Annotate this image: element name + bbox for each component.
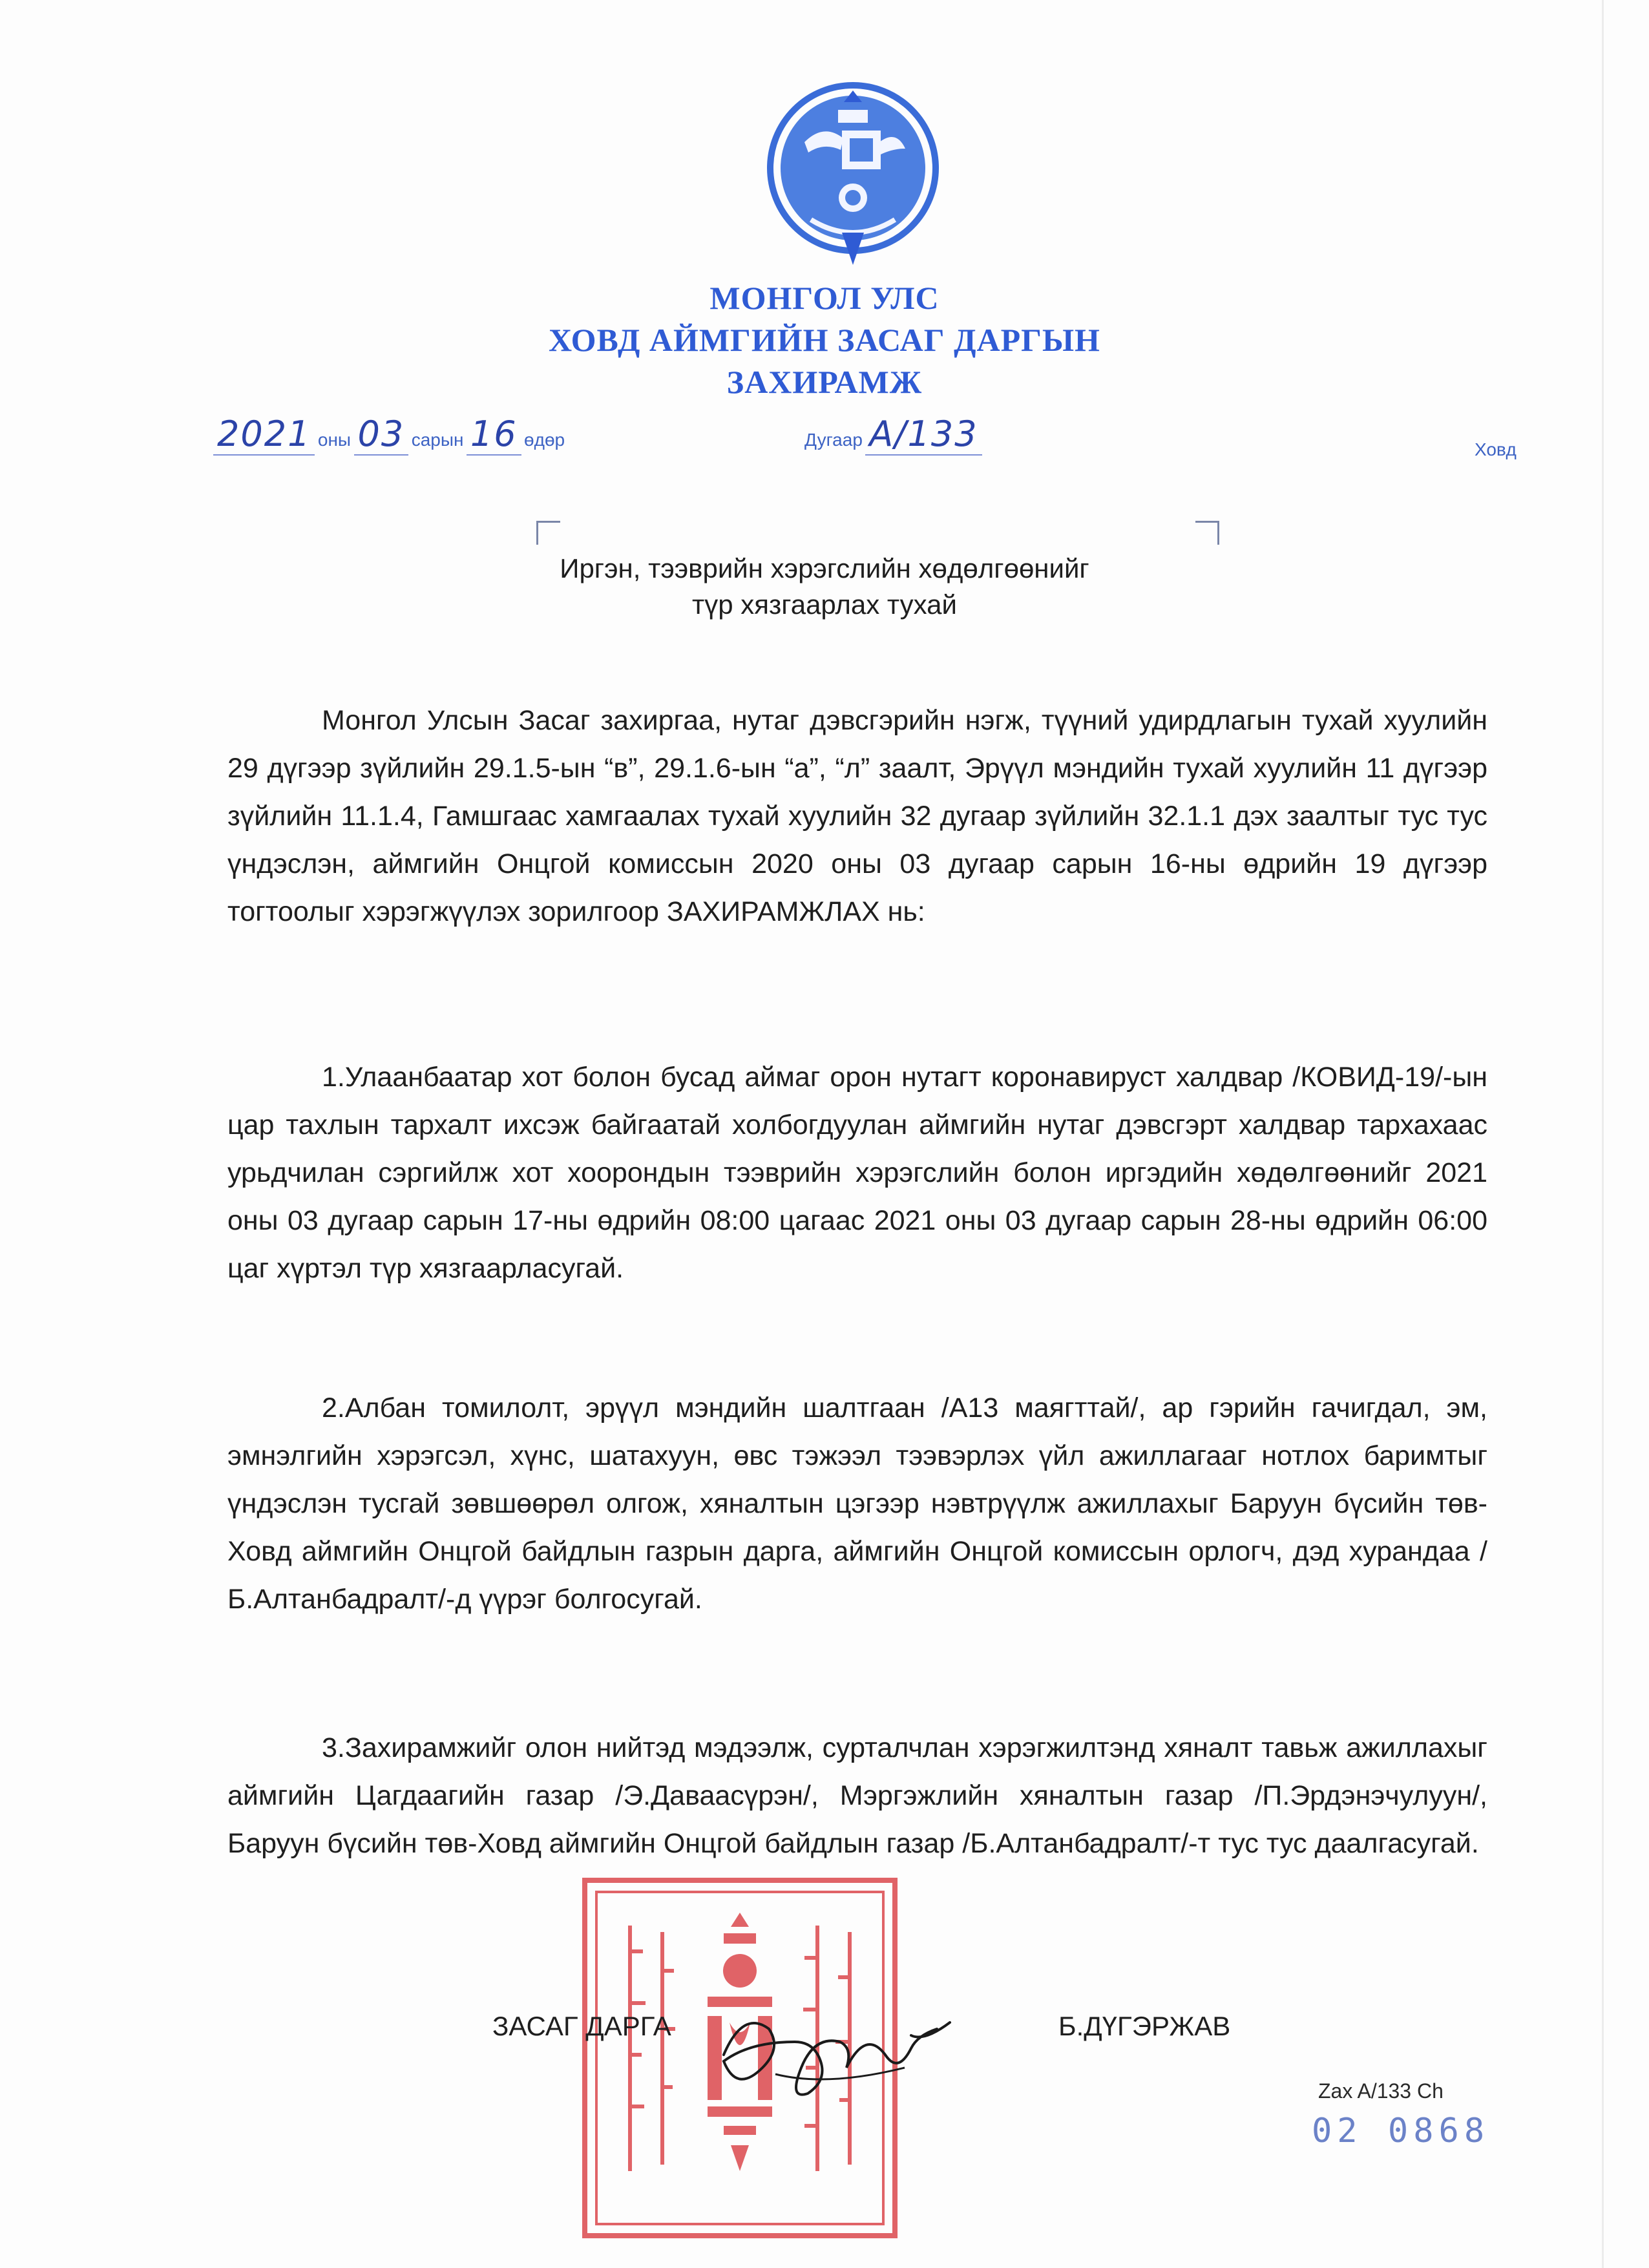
date-month-suffix: сарын: [411, 430, 464, 450]
state-emblem-icon: [766, 71, 940, 278]
reference-code: Zax A/133 Ch: [1318, 2079, 1444, 2103]
signatory-title: ЗАСАГ ДАРГА: [492, 2011, 671, 2041]
subject-bracket-right: [1195, 521, 1219, 545]
order-item-3: 3.Захирамжийг олон нийтэд мэдээлж, сурталчлан хэрэгжилтэнд хяналт тавьж ажиллахыг аймгийн Цагдаагийн газар /Э.Даваасүрэн/, Мэргэжлийн хяналтын газар /П.Эрдэнэчулуун/, Баруун бүсийн төв-Ховд аймгийн Онцгой байдлын газар /Б.Алтанбадралт/-т тус тус даалгасугай.: [227, 1732, 1487, 1859]
date-row: [213, 414, 565, 465]
date-day: 16: [467, 414, 521, 456]
subject-line-2: түр хязгаарлах тухай: [692, 589, 957, 620]
date-month: 03: [354, 414, 409, 456]
date-year: 2021: [213, 414, 315, 456]
header-doc-type: ЗАХИРАМЖ: [726, 364, 923, 400]
subject-line-1: Иргэн, тээврийн хэрэгслийн хөдөлгөөнийг: [560, 553, 1089, 583]
subject-title: [0, 551, 1649, 623]
signatory-name: Б.ДҮГЭРЖАВ: [1058, 2011, 1231, 2041]
date-day-suffix: өдөр: [524, 430, 565, 450]
order-item-1: 1.Улаанбаатар хот болон бусад аймаг орон нутагт коронавируст халдвар /КОВИД-19/-ын цар тахлын тархалт ихсэж байгаатай холбогдуулан аймгийн нутаг дэвсгэрт халдвар тархахаас урьдчилан сэргийлж хот хоорондын тээврийн хэрэгслийн болон иргэдийн хөдөлгөөнийг 2021 оны 03 дугаар сарын 17-ны өдрийн 08:00 цагаас 2021 оны 03 дугаар сарын 28-ны өдрийн 06:00 цаг хүртэл түр хязгаарласугай.: [227, 1062, 1487, 1284]
document-number-label: Дугаар: [804, 430, 863, 450]
document-number-value: А/133: [865, 414, 982, 456]
document-number: [804, 414, 982, 456]
order-item-2: 2.Албан томилолт, эрүүл мэндийн шалтгаан /А13 маягттай/, ар гэрийн гачигдал, эм, эмнэлгийн хэрэгсэл, хүнс, шатахуун, өвс тэжээл тээвэрлэх үйл ажиллагааг нотлох баримтыг үндэслэн тусгай зөвшөөрөл олгож, хяналтын цэгээр нэвтрүүлж ажиллахыг Баруун бүсийн төв-Ховд аймгийн Онцгой байдлын газрын дарга, аймгийн Онцгой комиссын орлогч, дэд хурандаа /Б.Алтанбадралт/-д үүрэг болгосугай.: [227, 1392, 1487, 1615]
place-name: Ховд: [1475, 439, 1517, 459]
registration-stamp-number: 02 0868: [1312, 2112, 1490, 2150]
preamble-paragraph: Монгол Улсын Засаг захиргаа, нутаг дэвсгэрийн нэгж, түүний удирдлагын тухай хуулийн 29 дүгээр зүйлийн 29.1.5-ын “в”, 29.1.6-ын “а”, “л” заалт, Эрүүл мэндийн тухай хуулийн 11 дүгээр зүйлийн 11.1.4, Гамшгаас хамгаалах тухай хуулийн 32 дугаар зүйлийн 32.1.1 дэх заалтыг тус тус үндэслэн, аймгийн Онцгой комиссын 2020 оны 03 дугаар сарын 16-ны өдрийн 19 дүгээр тогтоолыг хэрэгжүүлэх зорилгоор ЗАХИРАМЖЛАХ нь:: [227, 705, 1487, 927]
date-year-suffix: оны: [317, 430, 352, 450]
header-office: ХОВД АЙМГИЙН ЗАСАГ ДАРГЫН: [549, 322, 1100, 358]
subject-bracket-left: [536, 521, 560, 545]
handwritten-signature: [698, 1977, 1002, 2106]
header-country: МОНГОЛ УЛС: [709, 280, 940, 316]
